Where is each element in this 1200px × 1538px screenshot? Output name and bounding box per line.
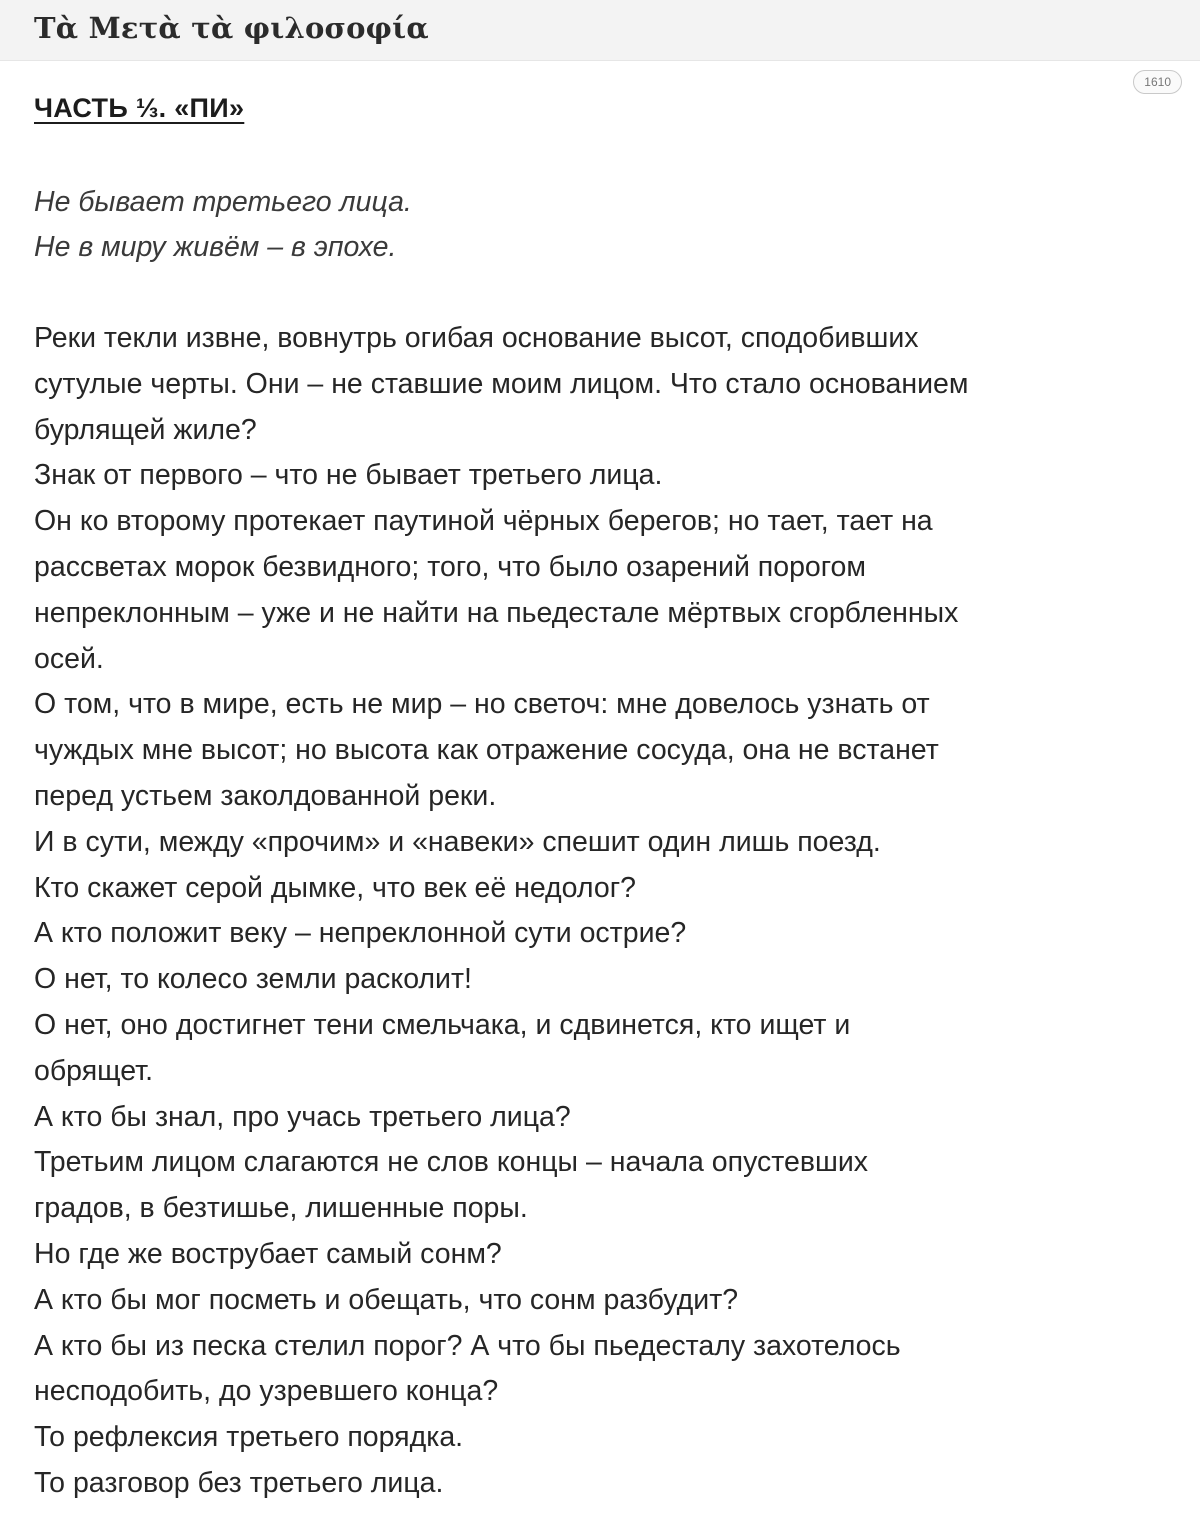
part-heading: ЧАСТЬ ⅓. «ПИ» xyxy=(34,93,245,123)
site-title[interactable]: Τὰ Μετὰ τὰ φιλοσοφία xyxy=(34,11,429,45)
body-line: Реки текли извне, вовнутрь огибая основание высот, сподобивших xyxy=(34,322,919,354)
body-line: рассветах морок безвидного; того, что было озарений порогом xyxy=(34,550,866,583)
body-line: О нет, то колесо земли расколит! xyxy=(34,963,472,996)
site-header xyxy=(0,0,1200,61)
body-line: Он ко второму протекает паутиной чёрных берегов; но тает, тает на xyxy=(34,505,933,538)
article-body xyxy=(34,316,1174,1507)
body-line: А кто бы знал, про учась третьего лица? xyxy=(34,1100,571,1133)
body-line: осей. xyxy=(34,642,104,675)
body-line: обрящет. xyxy=(34,1054,153,1087)
body-line: несподобить, до узревшего конца? xyxy=(34,1375,499,1408)
body-line: А кто положит веку – непреклонной сути острие? xyxy=(34,917,687,950)
body-line: То разговор без третьего лица. xyxy=(34,1466,444,1499)
epigraph xyxy=(34,180,1164,270)
body-line: Третьим лицом слагаются не слов концы – начала опустевших xyxy=(34,1146,869,1179)
body-line: чуждых мне высот; но высота как отражение сосуда, она не встанет xyxy=(34,734,939,767)
body-line: О том, что в мире, есть не мир – но светоч: мне довелось узнать от xyxy=(34,688,930,721)
body-line: непреклонным – уже и не найти на пьедестале мёртвых сгорбленных xyxy=(34,596,959,629)
body-line: Кто скажет серой дымке, что век её недолог? xyxy=(34,871,636,904)
body-line: перед устьем заколдованной реки. xyxy=(34,779,497,812)
body-line: бурлящей жиле? xyxy=(34,413,257,446)
body-line: А кто бы из песка стелил порог? А что бы пьедесталу захотелось xyxy=(34,1329,901,1362)
view-count-badge: 1610 xyxy=(1133,70,1182,94)
epigraph-line: Не в миру живём – в эпохе. xyxy=(34,231,397,263)
body-line: А кто бы мог посметь и обещать, что сонм разбудит? xyxy=(34,1283,739,1316)
body-line: Но где же вострубает самый сонм? xyxy=(34,1237,502,1270)
body-line: градов, в безтишье, лишенные поры. xyxy=(34,1192,528,1225)
body-line: Знак от первого – что не бывает третьего лица. xyxy=(34,459,663,492)
body-line: сутулые черты. Они – не ставшие моим лицом. Что стало основанием xyxy=(34,367,969,400)
body-line: И в сути, между «прочим» и «навеки» спешит один лишь поезд. xyxy=(34,825,881,858)
epigraph-line: Не бывает третьего лица. xyxy=(34,186,412,218)
body-line: То рефлексия третьего порядка. xyxy=(34,1421,464,1454)
body-line: О нет, оно достигнет тени смельчака, и сдвинется, кто ищет и xyxy=(34,1008,851,1041)
